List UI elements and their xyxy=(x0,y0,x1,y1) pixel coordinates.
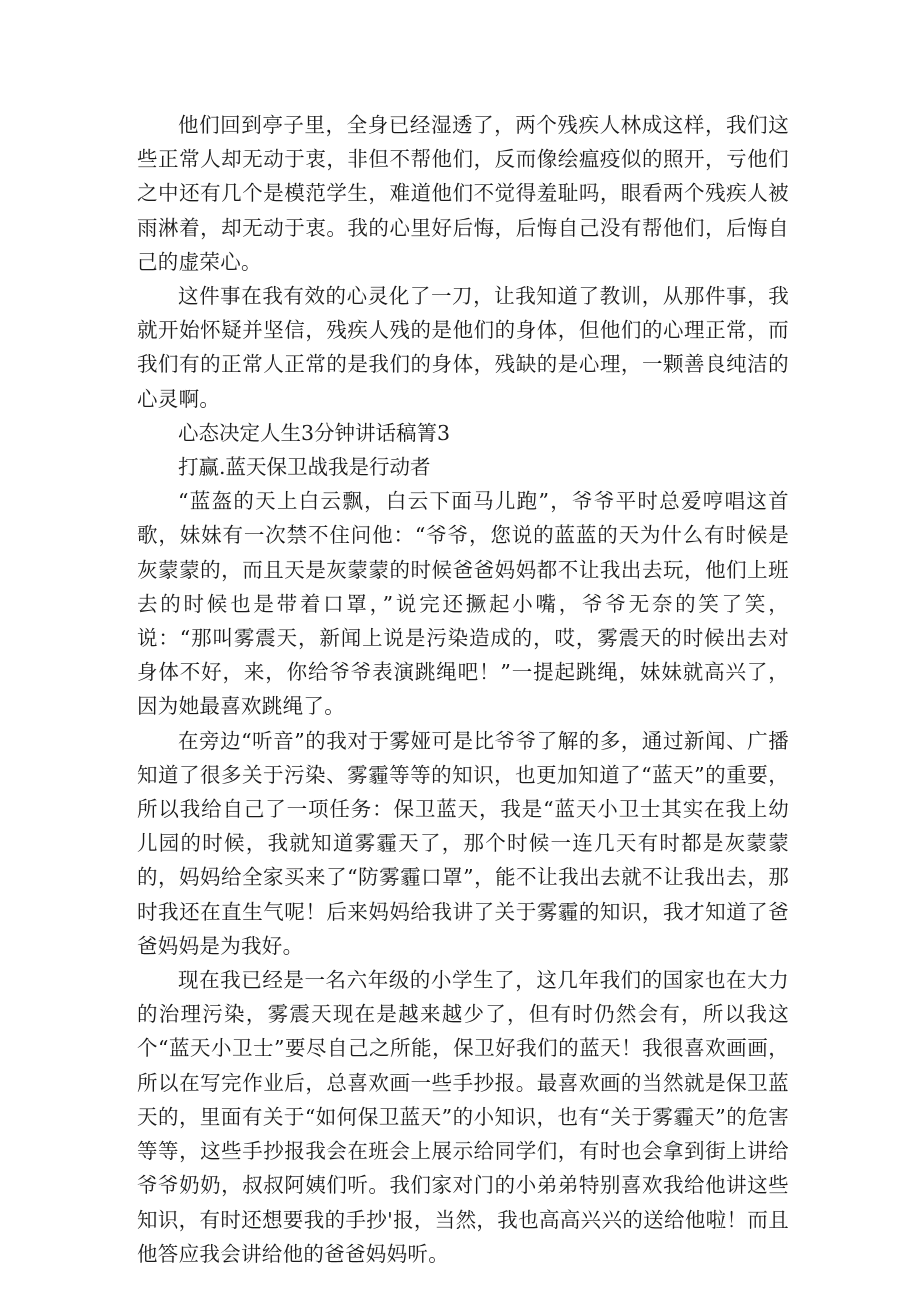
paragraph-2: 这件事在我有效的心灵化了一刀，让我知道了教训，从那件事，我就开始怀疑并坚信，残疾人残的是他们的身体，但他们的心理正常，而我们有的正常人正常的是我们的身体，残缺的是心理，一颗善良纯洁的心灵啊。 xyxy=(137,284,789,411)
section-title: 心态决定人生3分钟讲话稿箐3 xyxy=(178,420,451,445)
document-body xyxy=(137,108,789,1271)
paragraph-1: 他们回到亭子里，全身已经湿透了，两个残疾人林成这样，我们这些正常人却无动于衷，非但不帮他们，反而像绘瘟疫似的照开，亏他们之中还有几个是模范学生，难道他们不觉得羞耻吗，眼看两个残疾人被雨淋着，却无动于衷。我的心里好后悔，后悔自己没有帮他们，后悔自己的虚荣心。 xyxy=(137,113,789,274)
paragraph-5: 现在我已经是一名六年级的小学生了，这几年我们的国家也在大力的治理污染，雾震天现在是越来越少了，但有时仍然会有，所以我这个“蓝天小卫士”要尽自己之所能，保卫好我们的蓝天！我很喜欢画画，所以在写完作业后，总喜欢画一些手抄报。最喜欢画的当然就是保卫蓝天的，里面有关于“如何保卫蓝天”的小知识，也有“关于雾霾天”的危害等等，这些手抄报我会在班会上展示给同学们，有时也会拿到街上讲给爷爷奶奶，叔叔阿姨们听。我们家对门的小弟弟特别喜欢我给他讲这些知识，有时还想要我的手抄'报，当然，我也高高兴兴的送给他啦！而且他答应我会讲给他的爸爸妈妈听。 xyxy=(137,968,789,1266)
paragraph-3: “蓝盔的天上白云飘，白云下面马儿跑”，爷爷平时总爱哼唱这首歌，妹妹有一次禁不住问他：“爷爷，您说的蓝蓝的天为什么有时候是灰蒙蒙的，而且天是灰蒙蒙的时候爸爸妈妈都不让我出去玩，他们上班去的时候也是带着口罩，”说完还撅起小嘴，爷爷无奈的笑了笑，说：“那叫雾震天，新闻上说是污染造成的，哎，雾震天的时候出去对身体不好，来，你给爷爷表演跳绳吧！”一提起跳绳，妹妹就高兴了，因为她最喜欢跳绳了。 xyxy=(137,489,789,719)
article-title: 打赢.蓝天保卫战我是行动者 xyxy=(178,455,431,480)
paragraph-4: 在旁边“听音”的我对于雾娅可是比爷爷了解的多，通过新闻、广播知道了很多关于污染、雾霾等等的知识，也更加知道了“蓝天”的重要，所以我给自己了一项任务：保卫蓝天，我是“蓝天小卫士其实在我上幼儿园的时候，我就知道雾霾天了，那个时候一连几天有时都是灰蒙蒙的，妈妈给全家买来了“防雾霾口罩”，能不让我出去就不让我出去，那时我还在直生气呢！后来妈妈给我讲了关于雾霾的知识，我才知道了爸爸妈妈是为我好。 xyxy=(137,728,789,958)
